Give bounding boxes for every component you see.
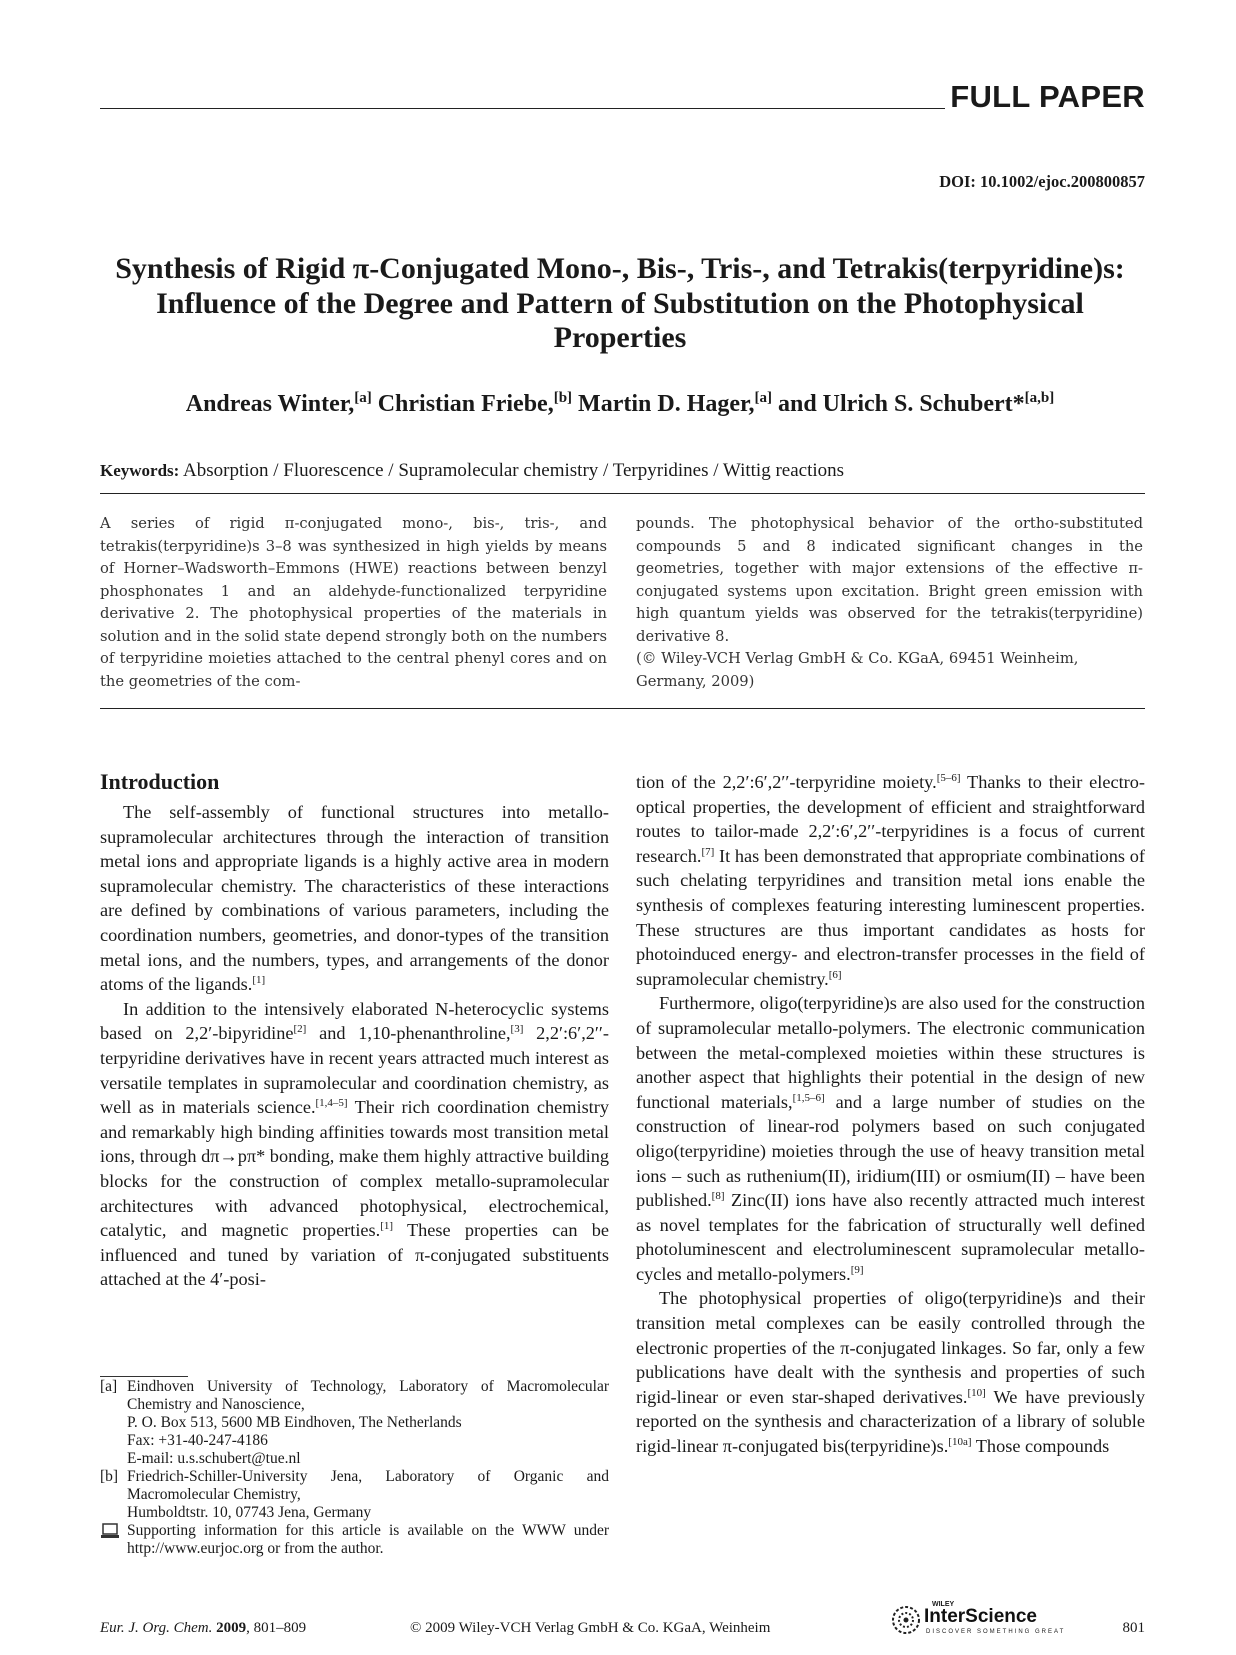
journal-pages: , 801–809	[246, 1620, 307, 1636]
footnote-rule	[100, 1376, 188, 1377]
footnote-line: Humboldtstr. 10, 07743 Jena, Germany	[127, 1504, 372, 1521]
affiliation-a	[100, 1378, 609, 1468]
footnote-line: P. O. Box 513, 5600 MB Eindhoven, The Netherlands	[127, 1414, 462, 1431]
interscience-logo	[890, 1601, 1066, 1641]
author-name: Christian Friebe,	[377, 391, 554, 417]
footer-copyright: © 2009 Wiley-VCH Verlag GmbH & Co. KGaA, Weinheim	[410, 1620, 771, 1636]
author-affiliation: [a]	[754, 390, 772, 406]
abstract-text: A series of rigid π-conjugated mono-, bis-, tris-, and tetrakis(terpyridine)s 3–8 was synthesized in high yields by means of Horner–Wadsworth–Emmons (HWE) reactions between benzyl phosphonates 1 and an aldehyde-functionalized terpyridine derivative 2. The photophysical properties of the materials in solution and in the solid state depend strongly both on the numbers of terpyridine moieties attached to the central phenyl cores and on the geometries of the com-	[100, 515, 607, 690]
logo-tagline: DISCOVER SOMETHING GREAT	[926, 1629, 1066, 1635]
footnote-line: Friedrich-Schiller-University Jena, Laboratory of Organic and Macromolecular Chemistry,	[127, 1468, 609, 1503]
section-label: FULL PAPER	[950, 79, 1145, 114]
supporting-info	[100, 1522, 609, 1558]
doi: DOI: 10.1002/ejoc.200800857	[939, 172, 1145, 191]
logo-small-text: WILEY	[932, 1601, 955, 1608]
title-line: Synthesis of Rigid π-Conjugated Mono-, Bis-, Tris-, and Tetrakis(terpyridine)s:	[115, 252, 1125, 285]
abstract-left	[100, 513, 607, 693]
citation-ref[interactable]: [1]	[252, 974, 266, 987]
citation-ref[interactable]: [3]	[510, 1023, 524, 1036]
footnote-line: E-mail: u.s.schubert@tue.nl	[127, 1450, 301, 1467]
journal-citation	[100, 1620, 306, 1637]
journal-year: 2009	[216, 1620, 247, 1636]
author-affiliation: [a]	[354, 390, 372, 406]
citation-ref[interactable]: [10a]	[948, 1436, 972, 1449]
abstract-rule	[100, 708, 1145, 709]
header-rule	[100, 108, 945, 109]
body-column-right	[636, 770, 1145, 1459]
citation-ref[interactable]: [1,4–5]	[315, 1097, 348, 1110]
title-line: Properties	[553, 321, 687, 354]
abstract-right	[636, 513, 1143, 693]
body-paragraph: tion of the 2,2′:6′,2′′-terpyridine moiety.[5–6] Thanks to their electro-optical properties, the development of efficient and straightforward routes to tailor-made 2,2′:6′,2′′-terpyridines is a focus of current research.[7] It has been demonstrated that appropriate combinations of such chelating terpyridines and transition metal ions enable the synthesis of complexes featuring interesting luminescent properties. These structures are thus important candidates as hosts for photoinduced energy- and electron-transfer processes in the field of supramolecular chemistry.[6]	[636, 772, 1145, 989]
keywords-rule	[100, 493, 1145, 494]
author-affiliation: [a,b]	[1024, 390, 1055, 406]
keywords-text: Absorption / Fluorescence / Supramolecular chemistry / Terpyridines / Wittig reactions	[183, 460, 845, 481]
citation-ref[interactable]: [10]	[967, 1386, 986, 1399]
author-name: Martin D. Hager,	[578, 391, 755, 417]
article-title	[80, 252, 1160, 356]
keywords-label: Keywords:	[100, 461, 180, 480]
computer-icon	[100, 1522, 127, 1558]
footnote-line: Eindhoven University of Technology, Laboratory of Macromolecular Chemistry and Nanoscience,	[127, 1378, 609, 1413]
body-paragraph: The photophysical properties of oligo(terpyridine)s and their transition metal complexes can be easily controlled through the electronic properties of the π-conjugated linkages. So far, only a few publications have dealt with the synthesis and properties of such rigid-linear or even star-shaped derivatives.[10] We have previously reported on the synthesis and characterization of a library of soluble rigid-linear π-conjugated bis(terpyridine)s.[10a] Those compounds	[636, 1288, 1145, 1457]
author-name: Andreas Winter,	[185, 391, 355, 417]
author-name: and Ulrich S. Schubert*	[777, 391, 1025, 417]
citation-ref[interactable]: [1]	[380, 1220, 394, 1233]
section-heading: Introduction	[100, 769, 220, 794]
citation-ref[interactable]: [8]	[711, 1190, 725, 1203]
supporting-text: Supporting information for this article is available on the WWW under http://www.eurjoc.org or from the author.	[127, 1522, 609, 1557]
body-paragraph: The self-assembly of functional structures into metallo-supramolecular architectures through the interaction of transition metal ions and appropriate ligands is a highly active area in modern supramolecular chemistry. The characteristics of these interactions are defined by combinations of various parameters, including the coordination numbers, geometries, and donor-types of the transition metal ions, and the numbers, types, and arrangements of the donor atoms of the ligands.[1]	[100, 802, 609, 995]
logo-main-text: InterScience	[924, 1606, 1037, 1627]
journal-name: Eur. J. Org. Chem.	[100, 1620, 213, 1636]
globe-icon	[890, 1604, 922, 1636]
footnotes	[100, 1378, 609, 1558]
footnote-line: Fax: +31-40-247-4186	[127, 1432, 268, 1449]
citation-ref[interactable]: [1,5–6]	[792, 1091, 825, 1104]
keywords	[100, 460, 844, 482]
body-paragraph: Furthermore, oligo(terpyridine)s are also used for the construction of supramolecular metallo-polymers. The electronic communication between the metal-complexed moieties within these structures is another aspect that highlights their potential in the design of new functional materials,[1,5–6] and a large number of studies on the construction of linear-rod polymers based on such conjugated oligo(terpyridine) moieties through the use of heavy transition metal ions – such as ruthenium(II), iridium(III) or osmium(II) – have been published.[8] Zinc(II) ions have also recently attracted much interest as novel templates for the fabrication of structurally well defined photoluminescent and electroluminescent supramolecular metallo-cycles and metallo-polymers.[9]	[636, 993, 1146, 1284]
author-affiliation: [b]	[553, 390, 573, 406]
author-list	[80, 391, 1160, 418]
body-paragraph: In addition to the intensively elaborated N-heterocyclic systems based on 2,2′-bipyridine[2] and 1,10-phenanthroline,[3] 2,2′:6′,2′′-terpyridine derivatives have in recent years attracted much interest as versatile templates in supramolecular and coordination chemistry, as well as in materials science.[1,4–5] Their rich coordination chemistry and remarkably high binding affinities towards most transition metal ions, through dπ→pπ* bonding, make them highly attractive building blocks for the construction of complex metallo-supramolecular architectures with advanced photophysical, electrochemical, catalytic, and magnetic properties.[1] These properties can be influenced and tuned by variation of π-conjugated substituents attached at the 4′-posi-	[100, 998, 610, 1290]
citation-ref[interactable]: [7]	[701, 845, 715, 858]
citation-ref[interactable]: [5–6]	[936, 772, 961, 784]
affiliation-b	[100, 1468, 609, 1522]
citation-ref[interactable]: [2]	[293, 1023, 307, 1036]
footnote-label: [a]	[100, 1378, 118, 1395]
abstract-text: pounds. The photophysical behavior of the ortho-substituted compounds 5 and 8 indicated significant changes in the geometries, together with major extensions of the effective π-conjugated systems upon excitation. Bright green emission with high quantum yields was observed for the tetrakis(terpyridine) derivative 8.	[636, 515, 1143, 645]
page-number: 801	[1122, 1620, 1145, 1636]
body-column-left	[100, 800, 609, 1292]
citation-ref[interactable]: [6]	[828, 968, 842, 981]
title-line: Influence of the Degree and Pattern of Substitution on the Photophysical	[156, 286, 1084, 320]
abstract-copyright: (© Wiley-VCH Verlag GmbH & Co. KGaA, 69451 Weinheim, Germany, 2009)	[636, 650, 1079, 690]
citation-ref[interactable]: [9]	[850, 1263, 864, 1276]
footnote-label: [b]	[100, 1468, 119, 1485]
